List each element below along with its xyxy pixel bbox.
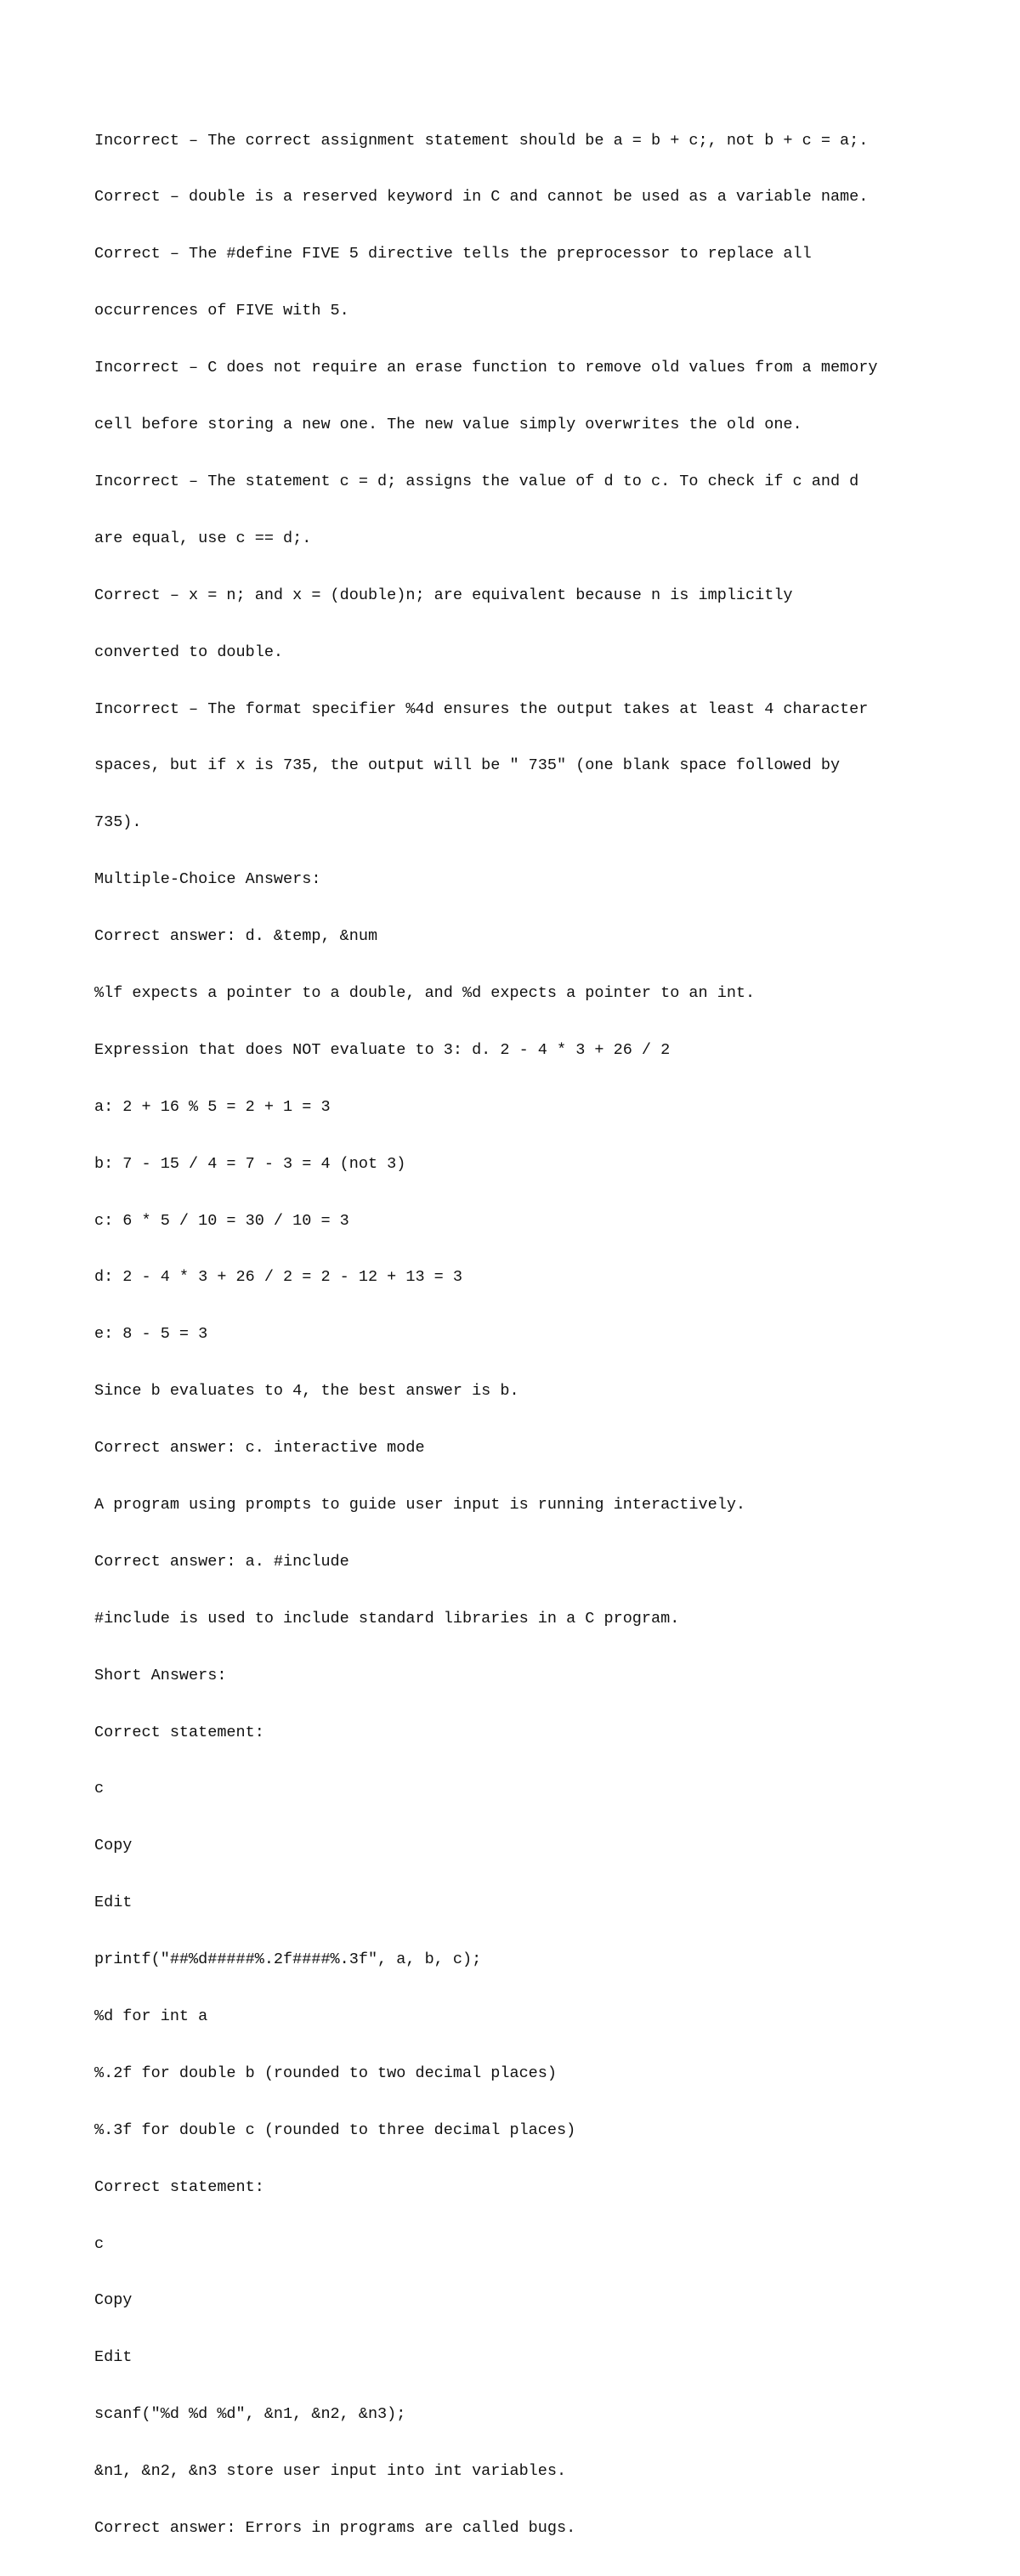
text-line: occurrences of FIVE with 5. xyxy=(94,302,349,320)
section-heading-short-answers: Short Answers: xyxy=(94,1666,227,1684)
text-line: Incorrect – The format specifier %4d ensures the output takes at least 4 character xyxy=(94,699,869,718)
text-line: e: 8 - 5 = 3 xyxy=(94,1325,208,1344)
text-line: converted to double. xyxy=(94,643,284,661)
text-line: Correct answer: d. &temp, &num xyxy=(94,927,378,946)
text-line: Correct – x = n; and x = (double)n; are equivalent because n is implicitly xyxy=(94,586,793,604)
text-line: d: 2 - 4 * 3 + 26 / 2 = 2 - 12 + 13 = 3 xyxy=(94,1268,462,1287)
copy-label: Copy xyxy=(94,1837,133,1855)
text-line: %d for int a xyxy=(94,2007,208,2025)
text-line: Expression that does NOT evaluate to 3: d. 2 - 4 * 3 + 26 / 2 xyxy=(94,1040,671,1059)
text-line: Incorrect – C does not require an erase function to remove old values from a memory xyxy=(94,359,878,377)
text-line: c: 6 * 5 / 10 = 30 / 10 = 3 xyxy=(94,1211,349,1230)
text-line: b: 7 - 15 / 4 = 7 - 3 = 4 (not 3) xyxy=(94,1154,406,1173)
text-line: A program using prompts to guide user input is running interactively. xyxy=(94,1495,746,1514)
text-line: Correct statement: xyxy=(94,1723,264,1741)
text-line: Correct answer: a. #include xyxy=(94,1552,349,1571)
text-line: %.2f for double b (rounded to two decimal places) xyxy=(94,2064,557,2082)
text-line: Since b evaluates to 4, the best answer is b. xyxy=(94,1382,519,1401)
text-line: %.3f for double c (rounded to three decimal places) xyxy=(94,2120,576,2139)
code-language-label: c xyxy=(94,2234,105,2253)
text-line: Correct – double is a reserved keyword in C and cannot be used as a variable name. xyxy=(94,188,869,207)
document-text xyxy=(94,93,944,2576)
text-line: Correct statement: xyxy=(94,2177,264,2196)
code-line: printf("##%d#####%.2f####%.3f", a, b, c); xyxy=(94,1950,482,1969)
text-line: Incorrect – The correct assignment statement should be a = b + c;, not b + c = a;. xyxy=(94,131,869,150)
text-line: Correct answer: Errors in programs are called bugs. xyxy=(94,2519,576,2537)
code-language-label: c xyxy=(94,1780,105,1798)
code-line: scanf("%d %d %d", &n1, &n2, &n3); xyxy=(94,2405,406,2424)
text-line: Correct answer: c. interactive mode xyxy=(94,1439,425,1458)
text-line: #include is used to include standard libraries in a C program. xyxy=(94,1609,680,1628)
copy-label: Copy xyxy=(94,2291,133,2310)
text-line: &n1, &n2, &n3 store user input into int variables. xyxy=(94,2462,567,2481)
text-line: Correct – The #define FIVE 5 directive tells the preprocessor to replace all xyxy=(94,245,812,263)
text-line: cell before storing a new one. The new value simply overwrites the old one. xyxy=(94,416,802,434)
text-line: Incorrect – The statement c = d; assigns the value of d to c. To check if c and d xyxy=(94,472,859,490)
text-line: are equal, use c == d;. xyxy=(94,529,312,547)
text-line: a: 2 + 16 % 5 = 2 + 1 = 3 xyxy=(94,1097,331,1116)
section-heading-multiple-choice: Multiple-Choice Answers: xyxy=(94,870,321,889)
text-line: 735). xyxy=(94,813,142,832)
edit-label: Edit xyxy=(94,1894,133,1912)
text-line: %lf expects a pointer to a double, and %d expects a pointer to an int. xyxy=(94,983,756,1002)
edit-label: Edit xyxy=(94,2348,133,2367)
text-line: spaces, but if x is 735, the output will be " 735" (one blank space followed by xyxy=(94,756,841,775)
